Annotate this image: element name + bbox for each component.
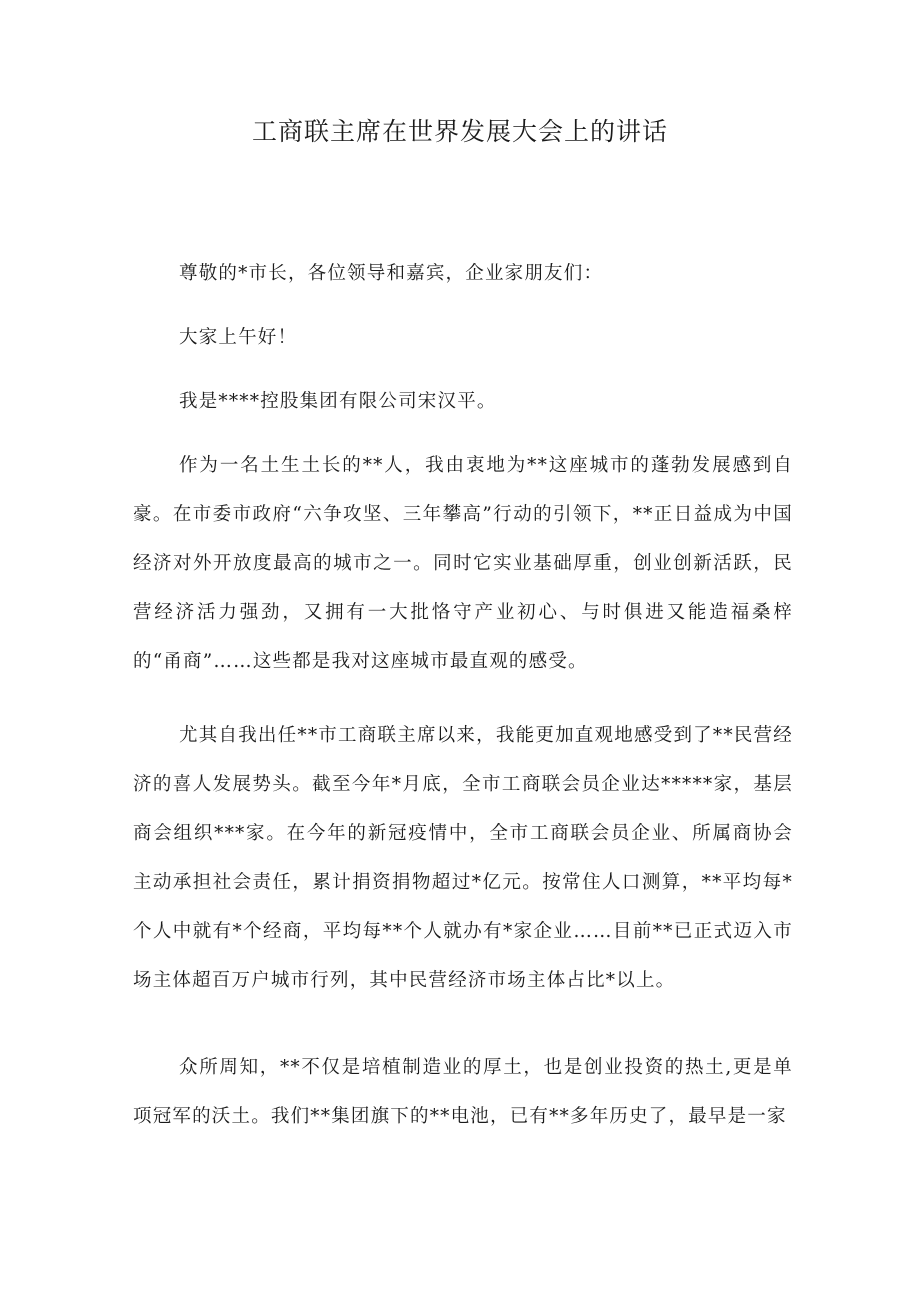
greeting-paragraph: 尊敬的*市长，各位领导和嘉宾，企业家朋友们：: [179, 263, 604, 284]
body-paragraph: 众所周知，**不仅是培植制造业的厚土，也是创业投资的热土,更是单项冠军的沃土。我们**集团旗下的**电池，已有**多年历史了，最早是一家: [133, 1057, 793, 1127]
hello-paragraph: 大家上午好！: [179, 327, 298, 348]
intro-paragraph: 我是****控股集团有限公司宋汉平。: [179, 391, 497, 412]
body-paragraph: 尤其自我出任**市工商联主席以来，我能更加直观地感受到了**民营经济的喜人发展势头。截至今年*月底，全市工商联会员企业达*****家，基层商会组织***家。在今年的新冠疫情中，全市工商联会员企业、所属商协会主动承担社会责任，累计捐资捐物超过*亿元。按常住人口测算，**平均每*个人中就有*个经商，平均每**个人就办有*家企业……目前**已正式迈入市场主体超百万户城市行列，其中民营经济市场主体占比*以上。: [133, 725, 793, 991]
body-paragraph: 作为一名土生土长的**人，我由衷地为**这座城市的蓬勃发展感到自豪。在市委市政府“六争攻坚、三年攀高”行动的引领下，**正日益成为中国经济对外开放度最高的城市之一。同时它实业基础厚重，创业创新活跃，民营经济活力强劲，又拥有一大批恪守产业初心、与时俱进又能造福桑梓的“甬商”……这些都是我对这座城市最直观的感受。: [133, 455, 793, 672]
document-title: 工商联主席在世界发展大会上的讲话: [251, 117, 668, 146]
